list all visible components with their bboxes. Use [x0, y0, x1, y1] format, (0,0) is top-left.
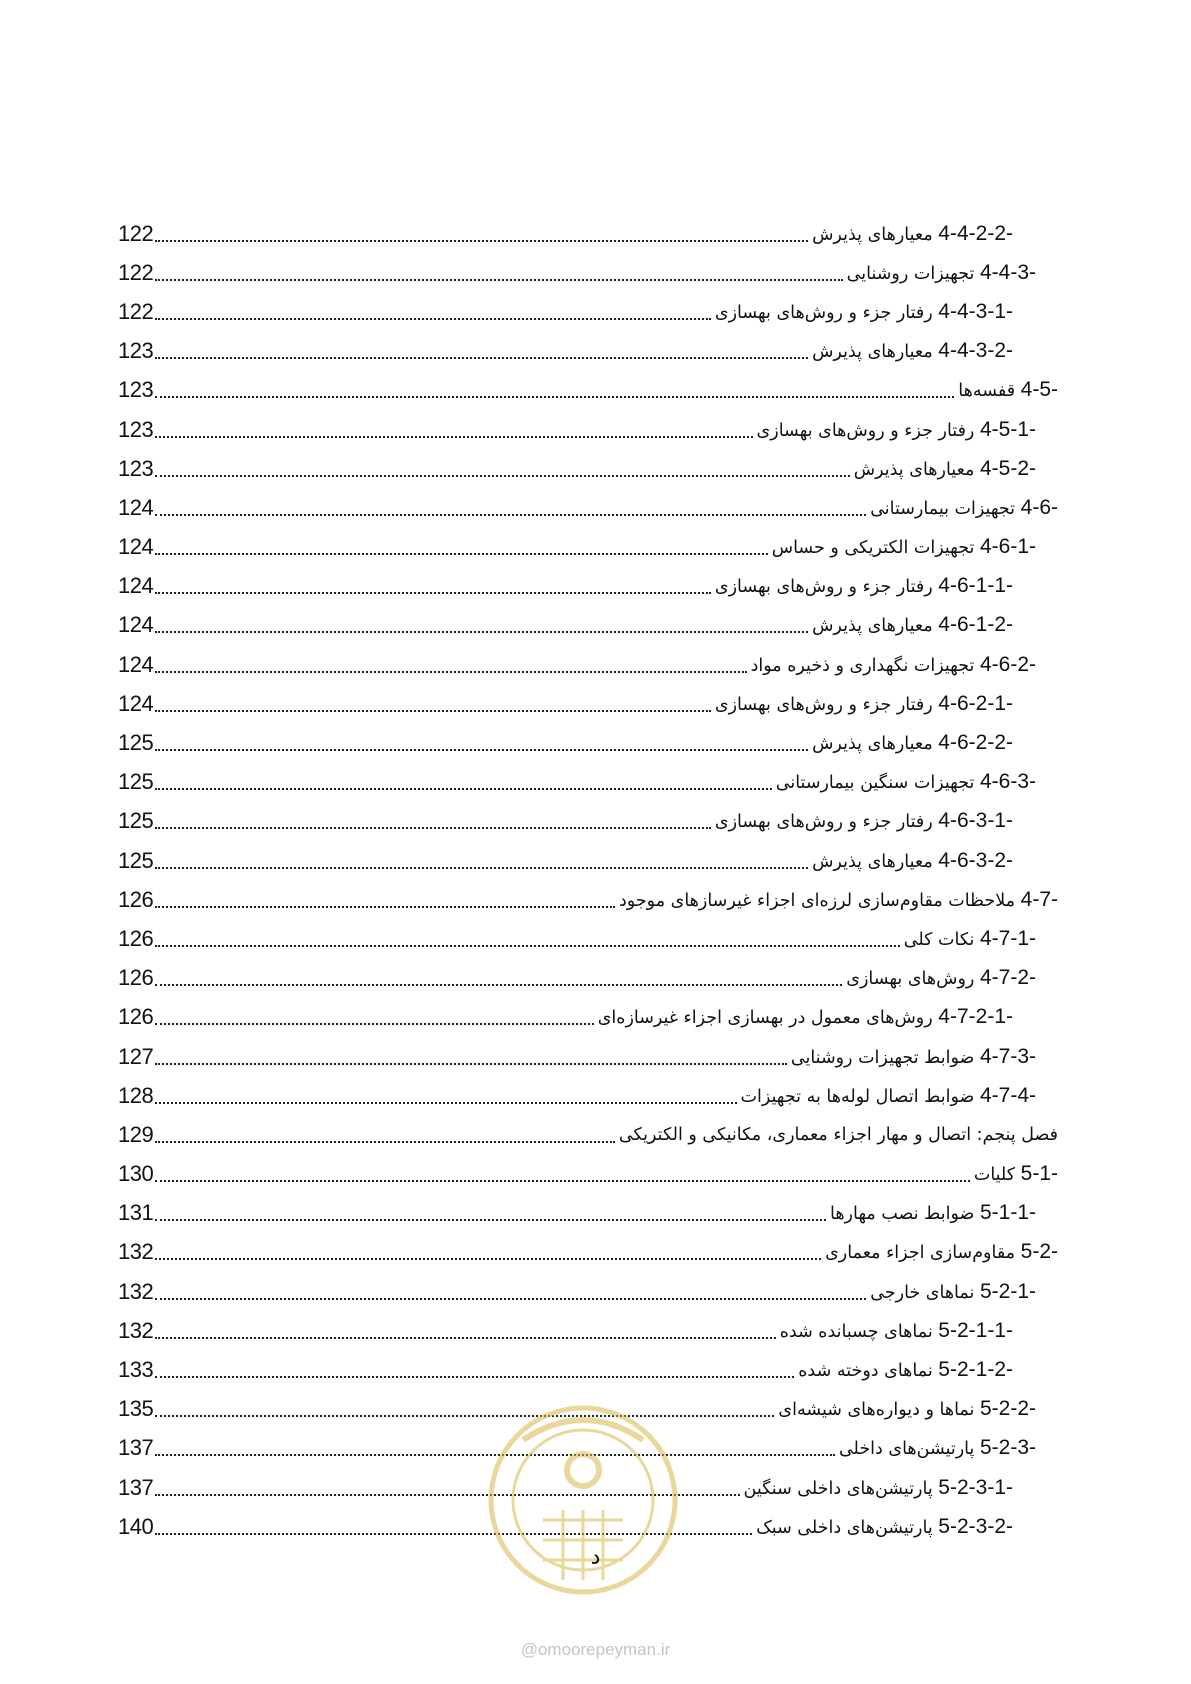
toc-heading	[866, 1280, 1036, 1304]
toc-section-number: 4-6-1-1-	[938, 574, 1013, 598]
toc-section-number: 4-4-3-1-	[938, 299, 1013, 323]
toc-section-number: 4-6-1-	[979, 535, 1036, 559]
toc-page-number: 131	[118, 1200, 154, 1226]
toc-entry[interactable]	[118, 371, 1058, 410]
toc-page-number: 124	[118, 651, 154, 677]
watermark-logo	[483, 1400, 683, 1600]
toc-page-number: 125	[118, 808, 154, 834]
toc-section-number: 4-6-3-2-	[938, 848, 1013, 872]
toc-page-number: 130	[118, 1161, 154, 1187]
toc-section-title: تجهیزات الکتریکی و حساس	[771, 538, 975, 559]
toc-section-number: 5-2-1-2-	[938, 1358, 1013, 1382]
toc-page-number: 125	[118, 730, 154, 756]
toc-heading	[821, 1240, 1058, 1264]
toc-section-title: نماهای خارجی	[870, 1282, 975, 1303]
toc-section-title: رفتار جزء و روش‌های بهسازی	[714, 812, 933, 833]
toc-section-number: 4-6-1-2-	[938, 613, 1013, 637]
toc-dot-leader	[155, 906, 615, 908]
toc-section-number: 5-2-1-1-	[938, 1318, 1013, 1342]
toc-section-title: ضوابط تجهیزات روشنایی	[790, 1047, 975, 1068]
toc-dot-leader	[155, 984, 842, 986]
toc-section-title: کلیات	[973, 1165, 1016, 1186]
toc-page-number: 124	[118, 573, 154, 599]
toc-entry[interactable]	[118, 606, 1058, 645]
toc-entry[interactable]	[118, 763, 1058, 802]
toc-page-number: 126	[118, 965, 154, 991]
toc-heading	[711, 692, 1013, 716]
toc-section-title: ملاحظات مقاوم‌سازی لرزه‌ای اجزاء غیرسازهای موجود	[619, 890, 1016, 911]
toc-page-number: 132	[118, 1278, 154, 1304]
toc-heading	[954, 378, 1058, 402]
toc-page-number: 126	[118, 886, 154, 912]
toc-dot-leader	[155, 827, 711, 829]
toc-dot-leader	[155, 1258, 821, 1260]
toc-dot-leader	[155, 671, 747, 673]
toc-section-number: 5-2-3-	[979, 1436, 1036, 1460]
toc-section-number: 5-2-3-2-	[938, 1514, 1013, 1538]
toc-entry[interactable]	[118, 1350, 1058, 1389]
toc-section-title: رفتار جزء و روش‌های بهسازی	[714, 302, 933, 323]
toc-section-title: ضوابط نصب مهارها	[830, 1204, 975, 1225]
toc-dot-leader	[155, 1298, 866, 1300]
toc-entry[interactable]	[118, 1037, 1058, 1076]
toc-section-number: 4-4-3-2-	[938, 339, 1013, 363]
toc-heading	[615, 1125, 1058, 1145]
toc-heading	[842, 966, 1036, 990]
toc-page-number: 123	[118, 338, 154, 364]
toc-section-title: فصل پنجم: اتصال و مهار اجزاء معماری، مکانیکی و الکتریکی	[618, 1124, 1058, 1145]
toc-section-number: 4-7-	[1020, 887, 1058, 911]
toc-section-number: 4-6-2-2-	[938, 731, 1013, 755]
toc-heading	[594, 1005, 1013, 1029]
toc-section-title: رفتار جزء و روش‌های بهسازی	[714, 694, 933, 715]
toc-page-number: 124	[118, 690, 154, 716]
toc-entry[interactable]	[118, 1272, 1058, 1311]
toc-section-title: مقاوم‌سازی اجزاء معماری	[825, 1243, 1016, 1264]
toc-heading	[753, 418, 1036, 442]
toc-entry[interactable]	[118, 567, 1058, 606]
toc-dot-leader	[155, 1219, 826, 1221]
toc-heading	[737, 1084, 1036, 1108]
toc-section-number: 4-6-	[1020, 495, 1058, 519]
toc-page-number: 124	[118, 494, 154, 520]
toc-section-number: 5-1-1-	[979, 1201, 1036, 1225]
toc-section-title: رفتار جزء و روش‌های بهسازی	[756, 420, 975, 441]
toc-dot-leader	[155, 240, 808, 242]
toc-heading	[752, 1515, 1013, 1539]
page-folio: د	[590, 1545, 601, 1570]
toc-section-title: ضوابط اتصال لوله‌ها به تجهیزات	[740, 1086, 975, 1107]
toc-section-title: روش‌های معمول در بهسازی اجزاء غیرسازه‌ای	[597, 1008, 933, 1029]
toc-dot-leader	[155, 1023, 594, 1025]
toc-dot-leader	[155, 710, 711, 712]
toc-page-number: 124	[118, 612, 154, 638]
toc-entry[interactable]	[118, 528, 1058, 567]
toc-page-number: 123	[118, 377, 154, 403]
toc-heading	[776, 1319, 1013, 1343]
toc-page-number: 129	[118, 1121, 154, 1147]
toc-section-title: معیارهای پذیرش	[853, 459, 975, 480]
toc-section-number: 4-7-2-	[979, 966, 1036, 990]
toc-entry[interactable]	[118, 723, 1058, 762]
toc-heading	[768, 535, 1036, 559]
toc-section-title: قفسه‌ها	[958, 381, 1016, 402]
toc-page-number: 132	[118, 1317, 154, 1343]
toc-section-title: معیارهای پذیرش	[812, 851, 933, 872]
toc-heading	[808, 222, 1013, 246]
toc-heading	[787, 1045, 1036, 1069]
toc-heading	[835, 1436, 1036, 1460]
toc-heading	[711, 809, 1013, 833]
toc-dot-leader	[155, 945, 900, 947]
toc-section-title: تجهیزات نگهداری و ذخیره مواد	[750, 655, 975, 676]
toc-entry[interactable]	[118, 919, 1058, 958]
toc-section-title: معیارهای پذیرش	[812, 224, 933, 245]
toc-heading	[850, 457, 1036, 481]
toc-section-number: 5-2-3-1-	[938, 1475, 1013, 1499]
toc-dot-leader	[155, 1376, 794, 1378]
toc-heading	[740, 1476, 1013, 1500]
toc-section-number: 4-4-2-2-	[938, 221, 1013, 245]
toc-heading	[747, 653, 1036, 677]
toc-heading	[711, 300, 1013, 324]
toc-section-title: معیارهای پذیرش	[812, 616, 933, 637]
toc-section-number: 4-7-1-	[979, 926, 1036, 950]
toc-dot-leader	[155, 436, 753, 438]
toc-dot-leader	[155, 867, 808, 869]
toc-page-number: 123	[118, 455, 154, 481]
toc-entry[interactable]	[118, 880, 1058, 919]
toc-entry[interactable]	[118, 1194, 1058, 1233]
toc-page-number: 135	[118, 1396, 154, 1422]
toc-page-number: 126	[118, 1004, 154, 1030]
toc-section-title: تجهیزات روشنایی	[846, 263, 975, 284]
toc-section-title: پارتیشن‌های داخلی سبک	[756, 1517, 933, 1538]
toc-entry[interactable]	[118, 998, 1058, 1037]
toc-section-title: روش‌های بهسازی	[846, 969, 975, 990]
toc-dot-leader	[155, 553, 768, 555]
toc-page-number: 122	[118, 220, 154, 246]
toc-page-number: 133	[118, 1357, 154, 1383]
toc-heading	[794, 1358, 1013, 1382]
toc-section-title: معیارهای پذیرش	[812, 734, 933, 755]
toc-entry[interactable]	[118, 1311, 1058, 1350]
toc-heading	[843, 261, 1036, 285]
toc-entry[interactable]	[118, 841, 1058, 880]
toc-dot-leader	[155, 749, 808, 751]
toc-page-number: 128	[118, 1082, 154, 1108]
toc-section-number: 4-6-2-1-	[938, 691, 1013, 715]
toc-section-number: 4-5-1-	[979, 417, 1036, 441]
table-of-contents	[118, 214, 1058, 1546]
toc-section-title: نماهای چسبانده شده	[779, 1321, 933, 1342]
toc-heading	[711, 574, 1013, 598]
toc-section-title: پارتیشن‌های داخلی سنگین	[743, 1478, 933, 1499]
toc-section-number: 4-4-3-	[979, 260, 1036, 284]
toc-entry[interactable]	[118, 214, 1058, 253]
toc-entry[interactable]	[118, 1155, 1058, 1194]
toc-heading	[866, 496, 1058, 520]
toc-dot-leader	[155, 279, 843, 281]
toc-heading	[808, 613, 1013, 637]
toc-section-number: 5-1-	[1020, 1162, 1058, 1186]
toc-dot-leader	[155, 514, 866, 516]
toc-page-number: 125	[118, 769, 154, 795]
toc-entry[interactable]	[118, 1115, 1058, 1154]
toc-dot-leader	[155, 396, 954, 398]
toc-page-number: 132	[118, 1239, 154, 1265]
toc-heading	[826, 1201, 1036, 1225]
toc-section-title: نکات کلی	[903, 929, 975, 950]
toc-section-title: نماها و دیواره‌های شیشه‌ای	[778, 1400, 975, 1421]
toc-section-title: تجهیزات بیمارستانی	[870, 498, 1016, 519]
toc-dot-leader	[155, 1141, 615, 1143]
toc-page-number: 137	[118, 1435, 154, 1461]
toc-section-number: 4-7-4-	[979, 1083, 1036, 1107]
toc-dot-leader	[155, 1180, 970, 1182]
toc-entry[interactable]	[118, 410, 1058, 449]
toc-entry[interactable]	[118, 684, 1058, 723]
toc-section-number: 4-5-	[1020, 378, 1058, 402]
toc-entry[interactable]	[118, 332, 1058, 371]
toc-heading	[900, 927, 1036, 951]
toc-section-title: رفتار جزء و روش‌های بهسازی	[714, 577, 933, 598]
toc-heading	[615, 888, 1058, 912]
toc-page-number: 125	[118, 847, 154, 873]
toc-dot-leader	[155, 1102, 737, 1104]
toc-dot-leader	[155, 788, 772, 790]
toc-page-number: 127	[118, 1043, 154, 1069]
toc-dot-leader	[155, 475, 850, 477]
toc-page-number: 124	[118, 534, 154, 560]
toc-entry[interactable]	[118, 1076, 1058, 1115]
toc-entry[interactable]	[118, 959, 1058, 998]
toc-section-number: 5-2-1-	[979, 1279, 1036, 1303]
toc-dot-leader	[155, 592, 711, 594]
toc-section-number: 4-7-3-	[979, 1044, 1036, 1068]
toc-dot-leader	[155, 631, 808, 633]
toc-section-title: معیارهای پذیرش	[812, 342, 933, 363]
toc-page-number: 122	[118, 259, 154, 285]
toc-section-title: پارتیشن‌های داخلی	[838, 1439, 975, 1460]
watermark-site-text: @omoorepeyman.ir	[520, 1640, 671, 1659]
toc-dot-leader	[155, 357, 808, 359]
toc-section-number: 5-2-	[1020, 1240, 1058, 1264]
toc-dot-leader	[155, 1063, 787, 1065]
toc-section-number: 4-6-3-1-	[938, 809, 1013, 833]
toc-heading	[808, 849, 1013, 873]
toc-section-number: 4-7-2-1-	[938, 1005, 1013, 1029]
toc-heading	[808, 339, 1013, 363]
toc-entry[interactable]	[118, 449, 1058, 488]
toc-page-number: 122	[118, 298, 154, 324]
toc-section-number: 5-2-2-	[979, 1397, 1036, 1421]
toc-section-number: 4-6-3-	[979, 770, 1036, 794]
toc-section-number: 4-5-2-	[979, 456, 1036, 480]
toc-section-title: نماهای دوخته شده	[798, 1361, 933, 1382]
toc-entry[interactable]	[118, 802, 1058, 841]
toc-entry[interactable]	[118, 253, 1058, 292]
toc-page-number: 126	[118, 925, 154, 951]
toc-section-number: 4-6-2-	[979, 652, 1036, 676]
toc-entry[interactable]	[118, 1233, 1058, 1272]
toc-dot-leader	[155, 1337, 776, 1339]
toc-page-number: 140	[118, 1513, 154, 1539]
toc-entry[interactable]	[118, 645, 1058, 684]
toc-dot-leader	[155, 318, 711, 320]
toc-entry[interactable]	[118, 292, 1058, 331]
toc-entry[interactable]	[118, 488, 1058, 527]
toc-heading	[808, 731, 1013, 755]
toc-heading	[774, 1397, 1036, 1421]
toc-heading	[772, 770, 1036, 794]
toc-section-title: تجهیزات سنگین بیمارستانی	[775, 773, 975, 794]
toc-heading	[970, 1162, 1058, 1186]
toc-page-number: 137	[118, 1474, 154, 1500]
toc-page-number: 123	[118, 416, 154, 442]
